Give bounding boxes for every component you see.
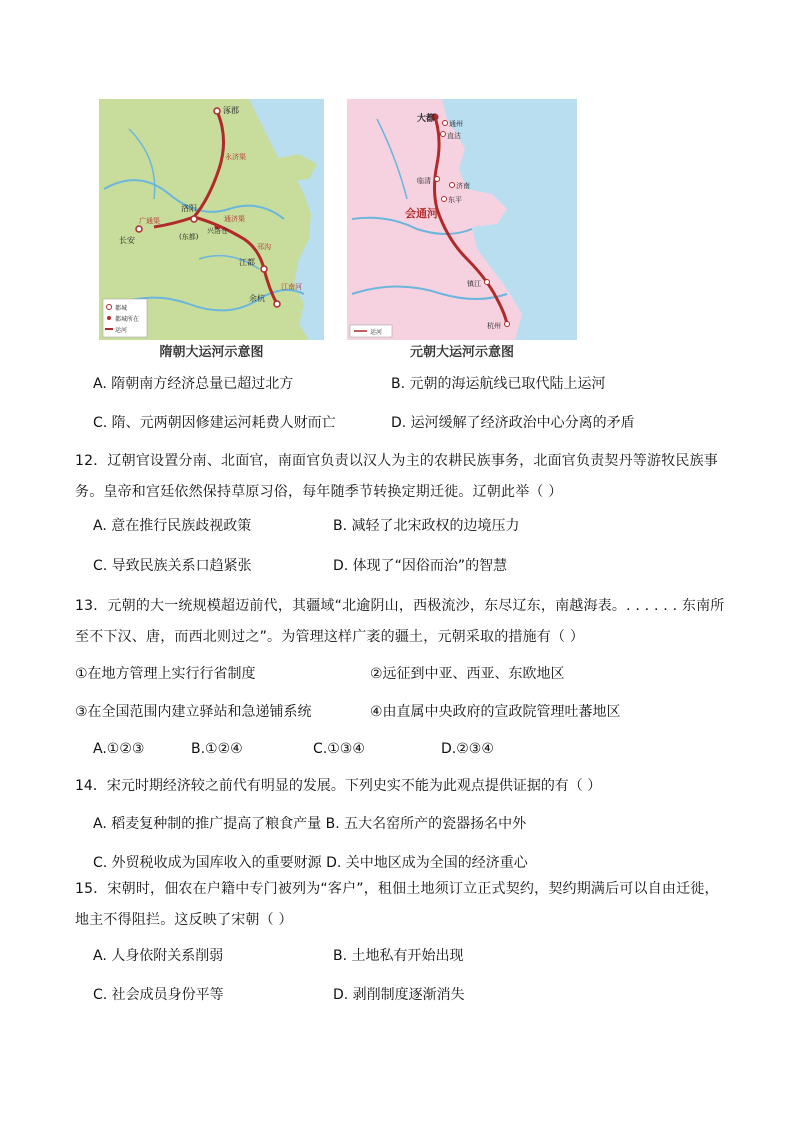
sui-place-xingluocang: 兴洛仓	[207, 227, 228, 235]
sui-canal-jiangnan: 江南河	[281, 283, 302, 291]
q14-options-cd: C. 外贸税收成为国库收入的重要财源 D. 关中地区成为全国的经济重心	[93, 855, 528, 871]
yuan-place-zhigu: 直沽	[447, 132, 461, 140]
sui-canal-tongji: 通济渠	[224, 215, 245, 223]
q11-option-d: D. 运河缓解了经济政治中心分离的矛盾	[391, 415, 635, 431]
q12-option-b: B. 减轻了北宋政权的边境压力	[333, 518, 520, 534]
q15-stem: 15．宋朝时，佃农在户籍中专门被列为“客户”，租佃土地须订立正式契约，契约期满后可以自由迁徙，地主不得阻拦。这反映了宋朝（ ）	[75, 881, 719, 928]
yuan-map-caption: 元朝大运河示意图	[409, 345, 514, 360]
q15-option-a: A. 人身依附关系削弱	[93, 948, 224, 964]
yuan-place-dadu: 大都	[417, 114, 436, 124]
sui-canal-guangtong: 广通渠	[139, 217, 160, 225]
q13-option-b: B.①②④	[191, 741, 243, 757]
q12-option-d: D. 体现了“因俗而治”的智慧	[333, 558, 508, 574]
q15-option-b: B. 土地私有开始出现	[333, 948, 464, 964]
yuan-place-dongping: 东平	[448, 196, 462, 204]
sui-place-jiangdu: 江都	[239, 258, 255, 267]
sui-legend-capital: 都城	[115, 305, 128, 312]
yuan-place-zhenjiang: 镇江	[467, 280, 481, 288]
q14-options-ab: A. 稻麦复种制的推广提高了粮食产量 B. 五大名窑所产的瓷器扬名中外	[93, 816, 527, 832]
yuan-legend-canal: 运河	[370, 329, 383, 336]
yuan-canal-map	[347, 99, 577, 340]
q13-item-2: ②远征到中亚、西亚、东欧地区	[370, 666, 565, 682]
q13-item-1: ①在地方管理上实行行省制度	[75, 666, 256, 682]
sui-place-changan: 长安	[119, 236, 135, 245]
q13-option-a: A.①②③	[93, 741, 145, 757]
sui-canal-map	[99, 99, 324, 340]
q13-option-c: C.①③④	[313, 741, 365, 757]
q15-option-c: C. 社会成员身份平等	[93, 987, 224, 1003]
yuan-place-linqing: 临清	[417, 177, 431, 185]
sui-legend-canal: 运河	[115, 327, 128, 334]
q13-item-3: ③在全国范围内建立驿站和急递铺系统	[75, 704, 312, 720]
yuan-place-hangzhou: 杭州	[487, 322, 501, 330]
sui-legend-seat: 都城所在	[115, 316, 140, 323]
sui-place-luoyang: 洛阳	[181, 204, 197, 213]
q11-option-c: C. 隋、元两朝因修建运河耗费人财而亡	[93, 415, 336, 431]
sui-canal-yongji: 永济渠	[225, 153, 246, 161]
q12-stem: 12．辽朝官设置分南、北面官，南面官负责以汉人为主的农耕民族事务，北面官负责契丹等游牧民族事务。皇帝和宫廷依然保持草原习俗，每年随季节转换定期迁徙。辽朝此举（ ）	[75, 453, 719, 500]
q12-option-c: C. 导致民族关系口趋紧张	[93, 558, 252, 574]
sui-place-zhuojun: 涿郡	[223, 106, 239, 115]
yuan-canal-huitong: 会通河	[405, 207, 438, 220]
q13-item-4: ④由直属中央政府的宣政院管理吐蕃地区	[370, 704, 621, 720]
sui-place-dongdu: (东都)	[179, 233, 199, 241]
q11-option-b: B. 元朝的海运航线已取代陆上运河	[391, 376, 606, 392]
q13-stem: 13．元朝的大一统规模超迈前代，其疆域“北逾阴山，西极流沙，东尽辽东，南越海表。. . . . . . 东南所至不下汉、唐，而西北则过之”。为管理这样广袤的疆土，元朝采取的措施有（ ）	[75, 598, 725, 645]
sui-map-caption: 隋朝大运河示意图	[159, 345, 264, 360]
q11-option-a: A. 隋朝南方经济总量已超过北方	[93, 376, 294, 392]
sui-place-yuhang: 余杭	[249, 294, 265, 303]
q15-option-d: D. 剥削制度逐渐消失	[333, 987, 465, 1003]
q13-option-d: D.②③④	[441, 741, 494, 757]
yuan-place-jinan: 济南	[456, 182, 470, 190]
yuan-place-tongzhou: 通州	[449, 120, 463, 128]
q14-stem: 14．宋元时期经济较之前代有明显的发展。下列史实不能为此观点提供证据的有（ ）	[75, 778, 602, 794]
q12-option-a: A. 意在推行民族歧视政策	[93, 518, 252, 534]
sui-canal-hangou: 邗沟	[257, 243, 271, 251]
